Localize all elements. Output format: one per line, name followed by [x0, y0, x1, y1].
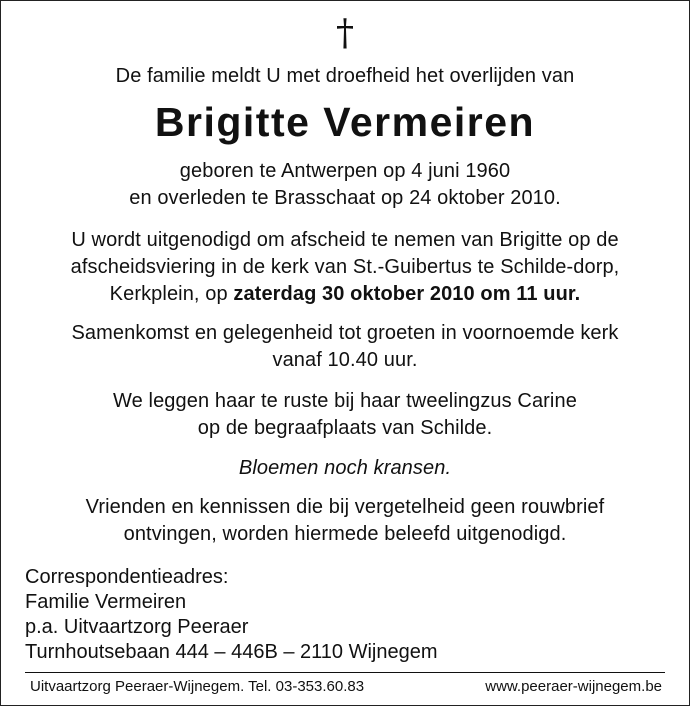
cross-icon: †	[336, 13, 354, 54]
death-line: en overleden te Brasschaat op 24 oktober 2010.	[129, 187, 561, 209]
correspondence-label: Correspondentieadres:	[25, 566, 229, 588]
invitation-line-2: afscheidsviering in de kerk van St.-Guibertus te Schilde-dorp,	[70, 256, 620, 278]
footer-website: www.peeraer-wijnegem.be	[485, 678, 662, 695]
invitation-line-1: U wordt uitgenodigd om afscheid te nemen van Brigitte op de	[71, 229, 619, 251]
correspondence-line-3: Turnhoutsebaan 444 – 446B – 2110 Wijnegem	[25, 641, 438, 663]
correspondence-line-1: Familie Vermeiren	[25, 591, 187, 613]
birth-death-info	[20, 158, 670, 212]
friends-line-1: Vrienden en kennissen die bij vergetelheid geen rouwbrief	[85, 496, 605, 518]
invitation-paragraph	[20, 227, 670, 308]
intro-text: De familie meldt U met droefheid het overlijden van	[115, 65, 575, 87]
friends-line-2: ontvingen, worden hiermede beleefd uitgenodigd.	[123, 523, 567, 545]
gathering-line-2: vanaf 10.40 uur.	[272, 349, 418, 371]
burial-paragraph	[20, 388, 670, 442]
gathering-line-1: Samenkomst en gelegenheid tot groeten in voornoemde kerk	[71, 322, 619, 344]
burial-line-2: op de begraafplaats van Schilde.	[197, 417, 493, 439]
footer-divider	[25, 672, 665, 673]
friends-paragraph	[20, 494, 670, 548]
ceremony-datetime: zaterdag 30 oktober 2010 om 11 uur.	[233, 283, 581, 305]
correspondence-address	[25, 565, 438, 665]
correspondence-line-2: p.a. Uitvaartzorg Peeraer	[25, 616, 249, 638]
burial-line-1: We leggen haar te ruste bij haar tweelingzus Carine	[113, 390, 577, 412]
birth-line: geboren te Antwerpen op 4 juni 1960	[179, 160, 511, 182]
deceased-name: Brigitte Vermeiren	[154, 99, 536, 145]
invitation-place: Kerkplein, op	[109, 283, 234, 305]
flowers-note: Bloemen noch kransen.	[238, 457, 452, 479]
gathering-paragraph	[20, 320, 670, 374]
invitation-line-3	[20, 281, 670, 308]
footer-contact: Uitvaartzorg Peeraer-Wijnegem. Tel. 03-353.60.83	[30, 678, 365, 695]
